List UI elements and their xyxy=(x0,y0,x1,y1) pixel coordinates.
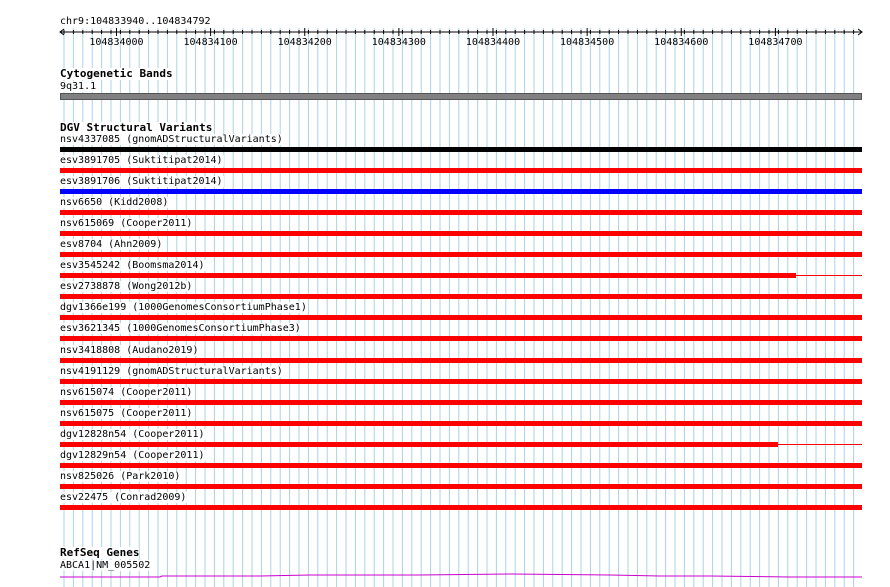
cytoband-label: 9q31.1 xyxy=(60,81,97,92)
dgv-feature-bar[interactable] xyxy=(60,400,862,405)
dgv-feature-label[interactable]: esv3621345 (1000GenomesConsortiumPhase3) xyxy=(60,323,301,335)
refseq-track-title: RefSeq Genes xyxy=(60,546,140,559)
dgv-feature-label[interactable]: esv3545242 (Boomsma2014) xyxy=(60,260,205,272)
cytoband-bar[interactable] xyxy=(60,93,862,100)
dgv-feature-bar[interactable] xyxy=(60,294,862,299)
dgv-feature-tail xyxy=(796,275,862,276)
dgv-feature-bar[interactable] xyxy=(60,421,862,426)
dgv-feature-bar[interactable] xyxy=(60,147,862,152)
dgv-feature-label[interactable]: nsv615069 (Cooper2011) xyxy=(60,218,193,230)
ruler-tick-label: 104834700 xyxy=(748,37,803,48)
ruler-tick-label: 104834000 xyxy=(89,37,144,48)
ruler-tick-label: 104834300 xyxy=(371,37,426,48)
dgv-feature-bar[interactable] xyxy=(60,442,778,447)
dgv-feature-bar[interactable] xyxy=(60,168,862,173)
dgv-feature-bar[interactable] xyxy=(60,484,862,489)
dgv-feature-bar[interactable] xyxy=(60,273,796,278)
dgv-feature-label[interactable]: esv8704 (Ahn2009) xyxy=(60,239,163,251)
dgv-feature-label[interactable]: dgv12829n54 (Cooper2011) xyxy=(60,449,205,461)
dgv-feature-label[interactable]: esv3891705 (Suktitipat2014) xyxy=(60,155,223,167)
dgv-feature-label[interactable]: nsv6650 (Kidd2008) xyxy=(60,197,169,209)
refseq-gene-model[interactable] xyxy=(0,568,890,580)
ruler-tick-label: 104834100 xyxy=(183,37,238,48)
dgv-feature-label[interactable]: esv22475 (Conrad2009) xyxy=(60,491,187,503)
ruler-tick-label: 104834200 xyxy=(277,37,332,48)
dgv-feature-bar[interactable] xyxy=(60,358,862,363)
dgv-feature-bar[interactable] xyxy=(60,505,862,510)
ruler[interactable] xyxy=(0,0,890,60)
refseq-gene-label[interactable]: ABCA1|NM_005502 xyxy=(60,560,151,571)
dgv-feature-label[interactable]: nsv615074 (Cooper2011) xyxy=(60,386,193,398)
dgv-feature-bar[interactable] xyxy=(60,210,862,215)
dgv-feature-bar[interactable] xyxy=(60,336,862,341)
dgv-feature-bar[interactable] xyxy=(60,315,862,320)
dgv-feature-bar[interactable] xyxy=(60,463,862,468)
ruler-tick-label: 104834600 xyxy=(654,37,709,48)
dgv-feature-bar[interactable] xyxy=(60,379,862,384)
dgv-feature-bar[interactable] xyxy=(60,189,862,194)
dgv-feature-label[interactable]: esv3891706 (Suktitipat2014) xyxy=(60,176,223,188)
ruler-tick-label: 104834400 xyxy=(465,37,521,48)
dgv-feature-label[interactable]: nsv3418808 (Audano2019) xyxy=(60,344,199,356)
dgv-track-title: DGV Structural Variants xyxy=(60,121,213,134)
dgv-feature-label[interactable]: nsv615075 (Cooper2011) xyxy=(60,407,193,419)
dgv-feature-label[interactable]: nsv4191129 (gnomADStructuralVariants) xyxy=(60,365,283,377)
dgv-feature-bar[interactable] xyxy=(60,252,862,257)
dgv-feature-tail xyxy=(778,444,862,445)
dgv-feature-label[interactable]: dgv12828n54 (Cooper2011) xyxy=(60,428,205,440)
dgv-feature-label[interactable]: dgv1366e199 (1000GenomesConsortiumPhase1) xyxy=(60,302,307,314)
dgv-feature-label[interactable]: nsv4337085 (gnomADStructuralVariants) xyxy=(60,134,283,145)
dgv-feature-label[interactable]: esv2738878 (Wong2012b) xyxy=(60,281,193,293)
ruler-tick-label: 104834500 xyxy=(560,37,615,48)
locus-label: chr9:104833940..104834792 xyxy=(60,16,211,27)
refseq-transcript-line[interactable] xyxy=(60,574,862,577)
dgv-feature-label[interactable]: nsv825026 (Park2010) xyxy=(60,470,181,482)
cytoband-track-title: Cytogenetic Bands xyxy=(60,67,173,80)
dgv-feature-bar[interactable] xyxy=(60,231,862,236)
